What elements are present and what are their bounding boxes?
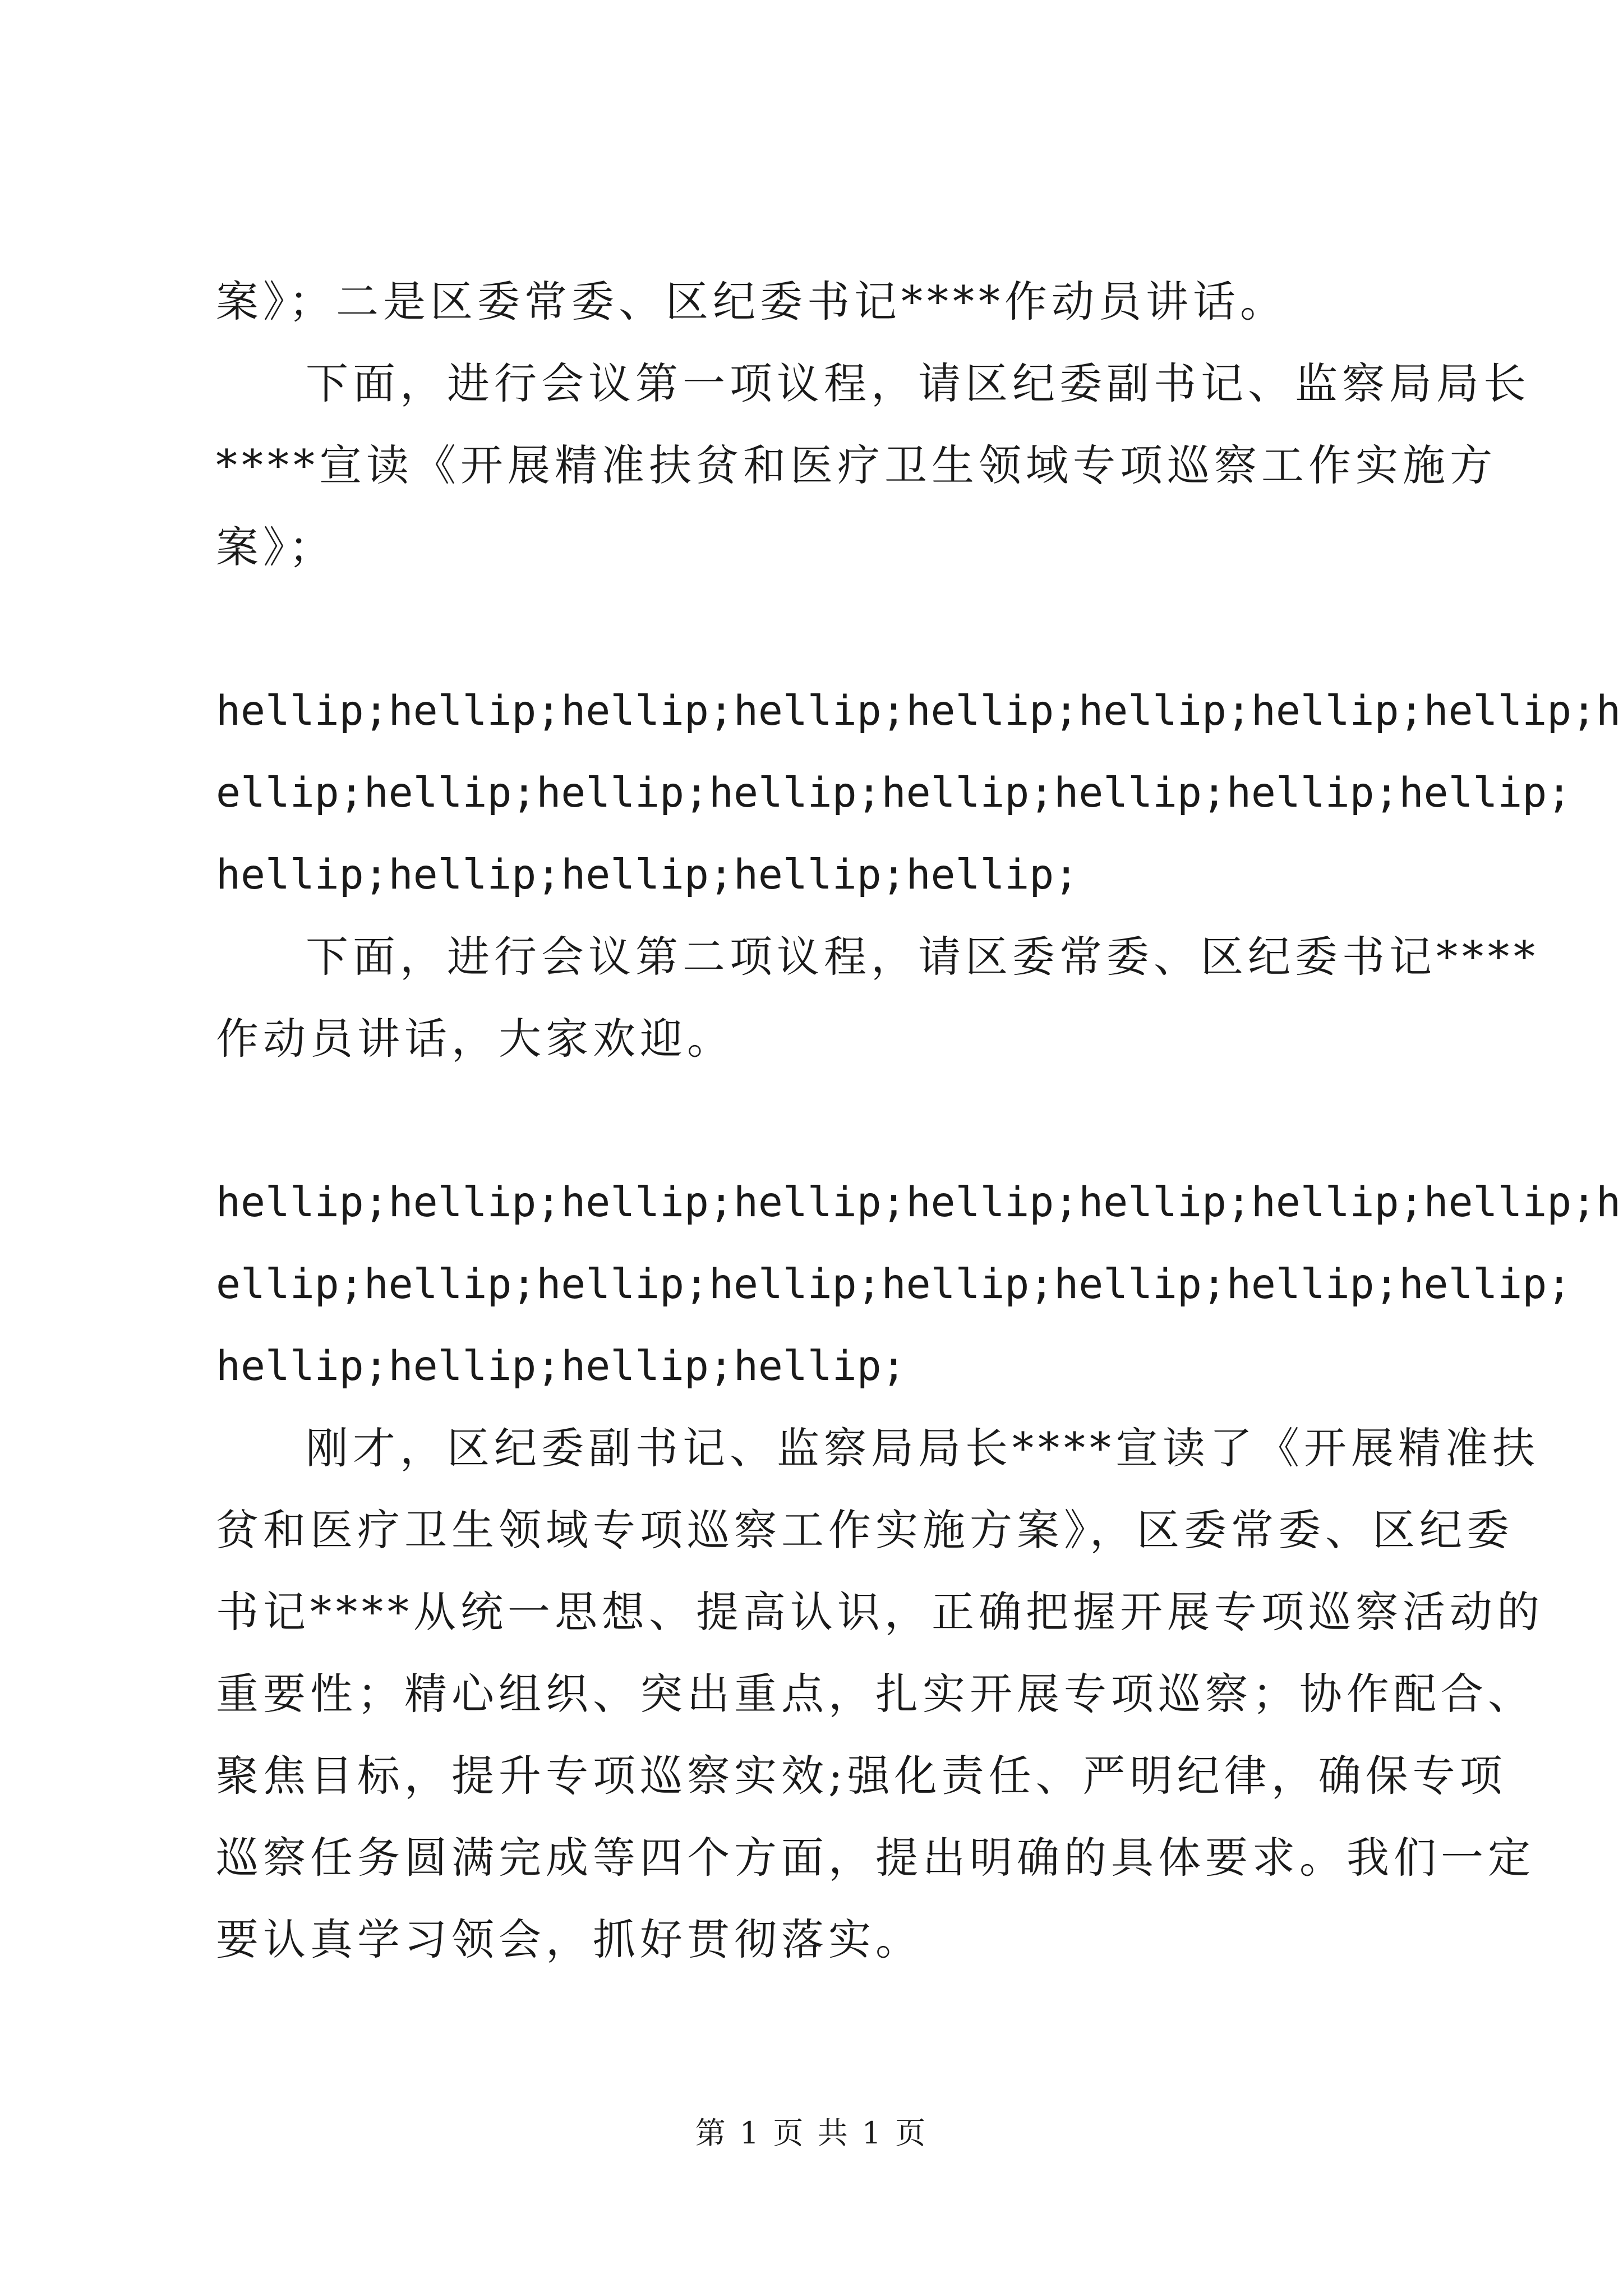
document-body	[216, 261, 1621, 1981]
ellipsis-line: ellip;hellip;hellip;hellip;hellip;hellip;hellip;hellip;	[216, 1260, 1572, 1308]
paragraph-line: 聚焦目标，提升专项巡察实效;强化责任、严明纪律，确保专项	[216, 1751, 1507, 1801]
paragraph-line: 贫和医疗卫生领域专项巡察工作实施方案》，区委常委、区纪委	[216, 1505, 1514, 1555]
paragraph-line: 案》；二是区委常委、区纪委书记****作动员讲话。	[216, 277, 1287, 326]
ellipsis-line: hellip;hellip;hellip;hellip;	[216, 1342, 906, 1390]
paragraph-line: 下面，进行会议第二项议程，请区委常委、区纪委书记****	[306, 932, 1539, 982]
paragraph-line: 要认真学习领会，抓好贯彻落实。	[216, 1915, 923, 1964]
page-number-footer: 第 1 页 共 1 页	[695, 2115, 928, 2151]
paragraph-line: ****宣读《开展精准扶贫和医疗卫生领域专项巡察工作实施方	[216, 440, 1497, 490]
paragraph-line: 案》；	[216, 522, 336, 572]
paragraph-line: 巡察任务圆满完成等四个方面，提出明确的具体要求。我们一定	[216, 1833, 1535, 1883]
ellipsis-line: hellip;hellip;hellip;hellip;hellip;hellip;hellip;hellip;h	[216, 1179, 1621, 1226]
ellipsis-line: hellip;hellip;hellip;hellip;hellip;hellip;hellip;hellip;h	[216, 687, 1621, 735]
paragraph-line: 刚才，区纪委副书记、监察局局长****宣读了《开展精准扶	[306, 1423, 1539, 1473]
ellipsis-line: ellip;hellip;hellip;hellip;hellip;hellip;hellip;hellip;	[216, 769, 1572, 817]
blank-line	[216, 588, 1450, 670]
paragraph-line: 重要性；精心组织、突出重点，扎实开展专项巡察；协作配合、	[216, 1669, 1535, 1719]
ellipsis-line: hellip;hellip;hellip;hellip;hellip;	[216, 851, 1079, 899]
paragraph-line: 作动员讲话，大家欢迎。	[216, 1014, 734, 1064]
paragraph-line: 书记****从统一思想、提高认识，正确把握开展专项巡察活动的	[216, 1587, 1544, 1637]
blank-line	[216, 1080, 1450, 1162]
paragraph-line: 下面，进行会议第一项议程，请区纪委副书记、监察局局长	[306, 358, 1530, 408]
